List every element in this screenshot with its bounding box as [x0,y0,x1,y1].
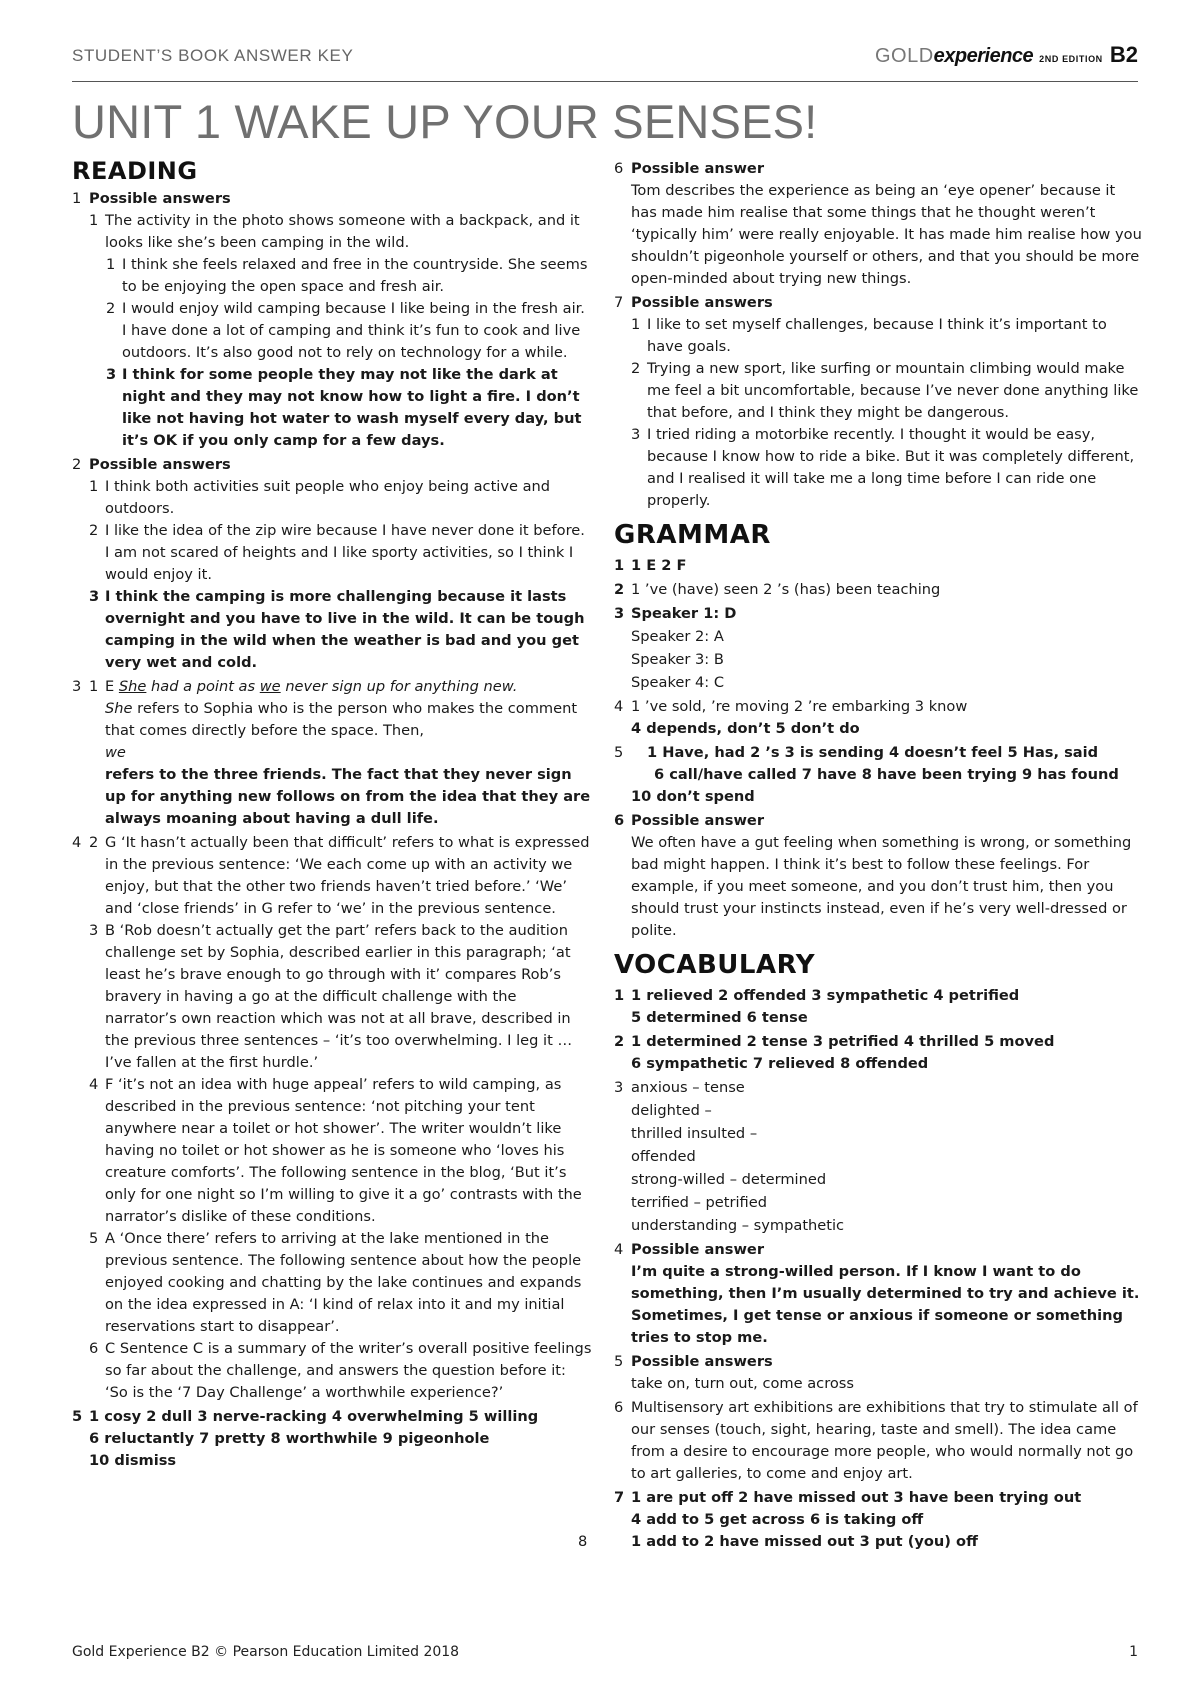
question-number: 7 [614,1489,625,1506]
item-text: I think the camping is more challenging because it lasts overnight and you have to live in the wild. It can be tough camping in the wild when the weather is bad and you get very wet and cold. [105,588,585,671]
question-number: 2 [614,581,625,598]
answer-line: 1 determined 2 tense 3 petrified 4 thrilled 5 moved [631,1033,1055,1050]
answer-line: anxious – tense [631,1079,745,1096]
item-text: The activity in the photo shows someone with a backpack, and it looks like she’s been camping in the wild. [105,212,580,251]
answer-line: 1 cosy 2 dull 3 nerve-racking 4 overwhelming 5 willing [89,1408,539,1425]
answer-item [72,520,592,586]
item-text: I tried riding a motorbike recently. I thought it would be easy, because I know how to ride a bike. But it was completely different, and I realised it will take me a long time before I can ride one properly. [647,426,1135,509]
grammar-q4 [614,696,1144,718]
answer-line: 4 add to 5 get across 6 is taking off [631,1511,924,1528]
answer-line: 10 dismiss [89,1452,177,1469]
question-heading: Possible answers [631,1353,773,1370]
item-text: Trying a new sport, like surfing or mountain climbing would make me feel a bit uncomfortable, because I’ve never done anything like that before, and I think they might be dangerous. [647,360,1139,421]
reading-q4 [72,832,592,920]
grammar-q2 [614,579,1144,601]
grammar-q5 [614,742,1144,764]
answer-line: strong-willed – determined [631,1171,827,1188]
item-text: B ‘Rob doesn’t actually get the part’ refers back to the audition challenge set by Sophia, described earlier in this paragraph; ‘at least he’s brave enough to go through with it’ compares Rob’s bravery in having a go at the difficult challenge with the narrator’s own reaction which was not at all brave, described in the previous three sentences – ‘it’s too overwhelming. I leg it … I’ve fallen at the first hurdle.’ [105,922,573,1071]
answer-item [72,298,592,364]
answer-item [72,920,592,1074]
item-number: 2 [631,360,641,377]
vocabulary-q4 [614,1239,1144,1261]
question-number: 5 [72,1408,83,1425]
page-number: 1 [1129,1644,1138,1660]
question-number: 4 [72,834,82,851]
question-heading: Possible answers [89,456,231,473]
answer-line: 6 sympathetic 7 relieved 8 offended [631,1055,929,1072]
answer-line: 10 don’t spend [631,788,755,805]
vocabulary-q1 [614,985,1144,1007]
item-text [105,676,592,698]
item-number: 1 [89,678,99,695]
vocabulary-heading: VOCABULARY [614,950,816,980]
item-text: I think both activities suit people who enjoy being active and outdoors. [105,478,551,517]
item-number: 5 [89,1230,99,1247]
item-number: 4 [89,1076,99,1093]
item-text: I think she feels relaxed and free in the countryside. She seems to be enjoying the open space and fresh air. [122,256,588,295]
answer-item [72,1228,592,1338]
item-text: C Sentence C is a summary of the writer’s overall positive feelings so far about the challenge, and answers the question before it: ‘So is the ‘7 Day Challenge’ a worthwhile experience?’ [105,1340,592,1401]
item-number: 1 [89,478,99,495]
item-text: F ‘it’s not an idea with huge appeal’ refers to wild camping, as described in the previous sentence: ‘not pitching your tent anywhere near a toilet or hot shower’. The writer wouldn’t like having no toilet or hot shower as he is someone who ‘loves his creature comforts’. The following sentence in the blog, ‘But it’s only for one night so I’m willing to give it a go’ contrasts with the narrator’s dislike of these conditions. [105,1076,582,1225]
answer-text: I’m quite a strong-willed person. If I know I want to do something, then I’m usually determined to try and achieve it. Sometimes, I get tense or anxious if someone or something tries to stop me. [631,1263,1140,1346]
question-number: 2 [614,1033,625,1050]
reading-q2 [72,454,592,476]
answer-item [72,1338,592,1404]
answer-item [72,254,592,298]
quote-mid: had a point as [151,678,256,695]
explanation-she: She [105,700,133,717]
grammar-q3 [614,603,1144,625]
item-text: A ‘Once there’ refers to arriving at the lake mentioned in the previous sentence. The following sentence about how the people enjoyed cooking and chatting by the lake continues and expands on the idea expressed in A: ‘I kind of relax into it and my initial reservations start to disappear’. [105,1230,582,1335]
explanation-we: we [105,744,126,761]
item-number: 2 [89,522,99,539]
question-number: 4 [614,1241,624,1258]
question-number: 1 [614,987,625,1004]
question-heading: Possible answers [631,294,773,311]
page-header [72,42,1138,82]
question-number: 5 [614,744,624,761]
answer-line: 1 relieved 2 offended 3 sympathetic 4 petrified [631,987,1020,1004]
reading-q5 [72,1406,592,1428]
question-number: 1 [72,190,82,207]
speaker-line: Speaker 1: D [631,605,737,622]
vocabulary-q7 [614,1487,1144,1509]
reading-q1 [72,188,592,210]
logo-gold: GOLD [874,45,934,67]
header-title: STUDENT’S BOOK ANSWER KEY [72,46,354,65]
answer-line: delighted – [631,1102,712,1119]
item-number: 3 [631,426,641,443]
logo-level: B2 [1109,42,1138,67]
answer-line: 4 depends, don’t 5 don’t do [631,720,860,737]
answer-letter: E [105,678,115,695]
question-number: 7 [614,294,624,311]
answer-line: 1 E 2 F [631,557,687,574]
underlined-she: She [118,678,147,695]
question-number: 5 [614,1353,624,1370]
vocabulary-q8 [578,1531,1144,1553]
reading-q7 [614,292,1144,314]
logo-edition: 2ND EDITION [1039,54,1103,64]
vocabulary-q6 [614,1397,1144,1485]
answer-line: 1 add to 2 have missed out 3 put (you) off [631,1533,978,1550]
item-number: 3 [89,922,99,939]
answer-line: 6 call/have called 7 have 8 have been trying 9 has found [654,766,1119,783]
item-text: G ‘It hasn’t actually been that difficult’ refers to what is expressed in the previous sentence: ‘We each come up with an activity we enjoy, but that the other two friends haven’t tried before.’ ‘We’ and ‘close friends’ in G refer to ‘we’ in the previous sentence. [105,834,590,917]
answer-line: 1 ’ve sold, ’re moving 2 ’re embarking 3 know [631,698,968,715]
brand-logo [875,42,1138,68]
logo-experience: experience [933,45,1034,67]
explanation-bold: refers to the three friends. The fact that they never sign up for anything new follows on from the idea that they are always moaning about having a dull life. [105,766,591,827]
question-number: 6 [614,812,625,829]
question-number: 2 [72,456,82,473]
reading-heading: READING [72,157,198,185]
answer-line: understanding – sympathetic [631,1217,845,1234]
item-text: I like the idea of the zip wire because I have never done it before. I am not scared of heights and I like sporty activities, so I think I would enjoy it. [105,522,585,583]
speaker-line: Speaker 4: C [631,674,725,691]
vocabulary-q5 [614,1351,1144,1373]
answer-line: 5 determined 6 tense [631,1009,808,1026]
item-number: 1 [89,212,99,229]
item-number: 3 [106,366,117,383]
quote-end: never sign up for anything new. [285,678,518,695]
reading-q6 [614,158,1144,180]
unit-title: UNIT 1 WAKE UP YOUR SENSES! [72,95,818,148]
question-number: 1 [614,557,625,574]
answer-item [614,424,1144,512]
answer-item [72,1074,592,1228]
question-number: 8 [578,1533,588,1550]
left-column [72,156,592,1472]
question-heading: Possible answer [631,1241,765,1258]
copyright: Gold Experience B2 © Pearson Education Limited 2018 [72,1644,460,1660]
question-heading: Possible answer [631,160,765,177]
answer-item [72,210,592,254]
answer-line: terrified – petrified [631,1194,767,1211]
answer-item [72,586,592,674]
answer-line: thrilled insulted – [631,1125,758,1142]
item-number: 3 [89,588,100,605]
grammar-heading: GRAMMAR [614,520,771,550]
vocabulary-q2 [614,1031,1144,1053]
item-text: I like to set myself challenges, because I think it’s important to have goals. [647,316,1107,355]
answer-item [72,476,592,520]
answer-line: offended [631,1148,696,1165]
reading-q3 [72,676,592,698]
vocabulary-q3 [614,1077,1144,1099]
speaker-line: Speaker 2: A [631,628,724,645]
answer-item [72,364,592,452]
question-heading: Possible answers [89,190,231,207]
grammar-q1 [614,555,1144,577]
speaker-line: Speaker 3: B [631,651,724,668]
question-number: 3 [614,605,625,622]
question-number: 6 [614,1399,624,1416]
item-number: 1 [106,256,116,273]
answer-text: Multisensory art exhibitions are exhibitions that try to stimulate all of our senses (touch, sight, hearing, taste and smell). The idea came from a desire to encourage more people, who would normally not go to art galleries, to come and enjoy art. [631,1399,1138,1482]
item-number: 6 [89,1340,99,1357]
item-text: I think for some people they may not like the dark at night and they may not know how to light a fire. I don’t like not having hot water to wash myself every day, but it’s OK if you only camp for a few days. [122,366,582,449]
answer-line: 1 are put off 2 have missed out 3 have been trying out [631,1489,1082,1506]
question-heading: Possible answer [631,812,765,829]
item-number: 2 [89,834,99,851]
explanation [72,698,592,764]
question-number: 3 [614,1079,624,1096]
answer-text: Tom describes the experience as being an ‘eye opener’ because it has made him realise that some things that he thought weren’t ‘typically him’ were really enjoyable. It has made him realise how you shouldn’t pigeonhole yourself or others, and that you should be more open-minded about trying new things. [631,182,1142,287]
answer-item [614,314,1144,358]
question-number: 3 [72,678,82,695]
answer-text: We often have a gut feeling when something is wrong, or something bad might happen. I think it’s best to follow these feelings. For example, if you meet someone, and you don’t trust him, then you should trust your instincts instead, even if he’s very well-dressed or polite. [631,834,1132,939]
question-number: 6 [614,160,624,177]
answer-line: 1 Have, had 2 ’s 3 is sending 4 doesn’t feel 5 Has, said [647,744,1099,761]
question-number: 4 [614,698,624,715]
underlined-we: we [259,678,281,695]
answer-text: take on, turn out, come across [631,1375,855,1392]
right-column [578,158,1144,1553]
item-text: I would enjoy wild camping because I like being in the fresh air. I have done a lot of camping and think it’s fun to cook and live outdoors. It’s also good not to rely on technology for a while. [122,300,585,361]
item-number: 1 [631,316,641,333]
grammar-q6 [614,810,1144,832]
answer-line: 1 ’ve (have) seen 2 ’s (has) been teaching [631,581,941,598]
answer-item [614,358,1144,424]
explanation-text: refers to Sophia who is the person who makes the comment that comes directly before the space. Then, [105,700,578,739]
item-number: 2 [106,300,116,317]
answer-line: 6 reluctantly 7 pretty 8 worthwhile 9 pigeonhole [89,1430,490,1447]
